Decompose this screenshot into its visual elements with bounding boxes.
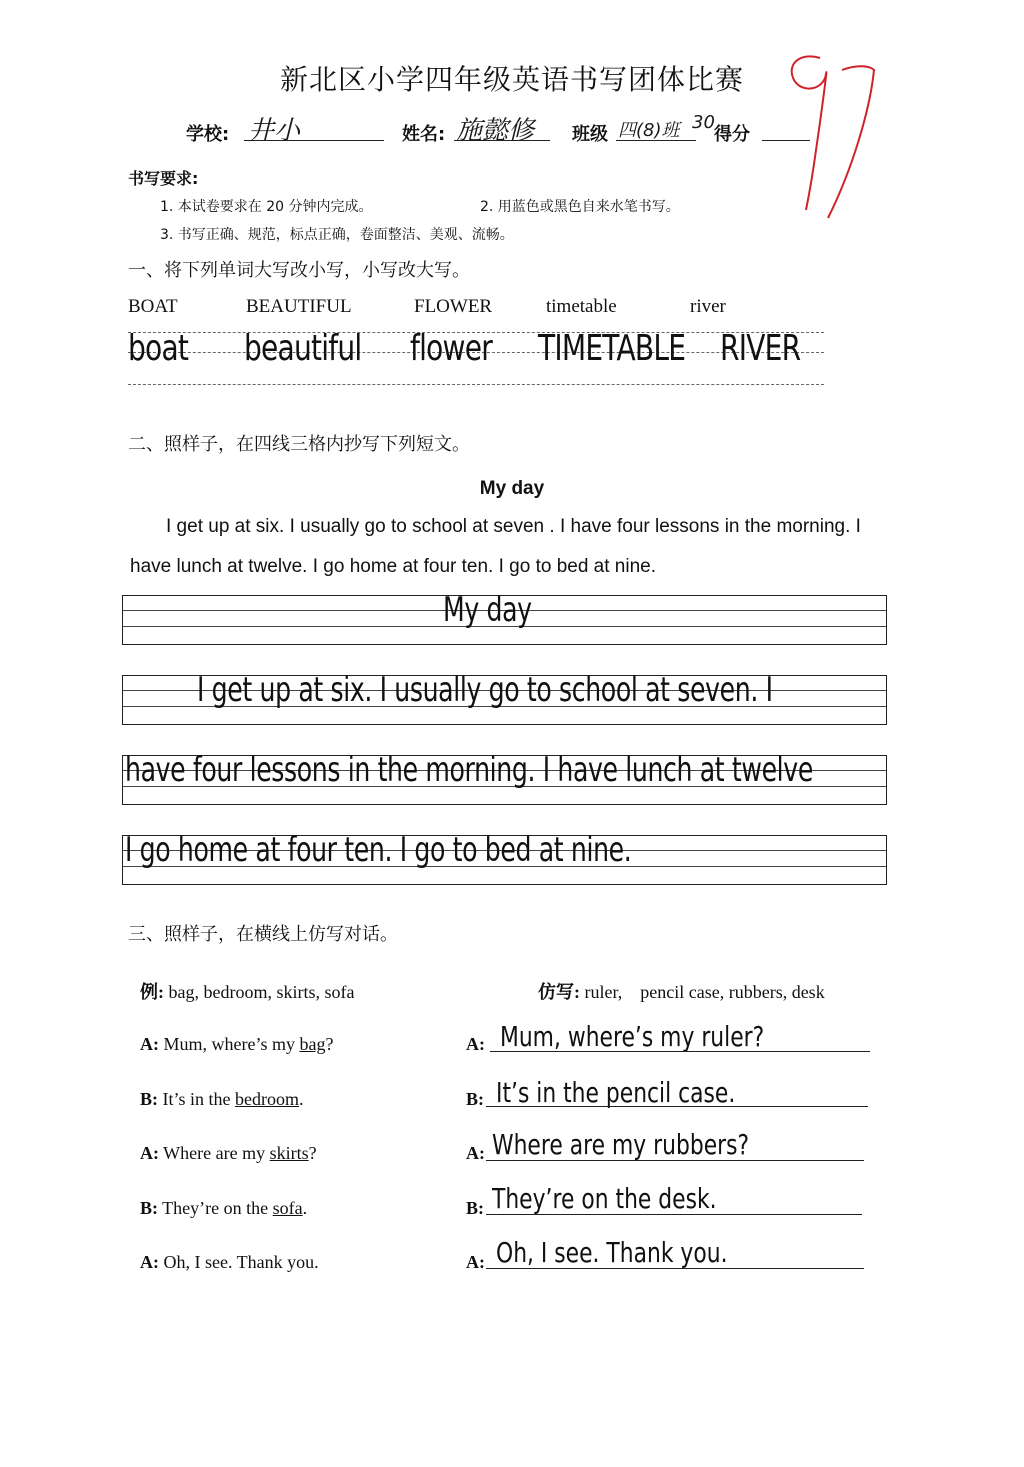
- answer-word-2: beautiful: [244, 328, 362, 369]
- word-3: FLOWER: [414, 296, 493, 317]
- answer-word-5: RIVER: [720, 328, 801, 369]
- answer-underline-1: [490, 1051, 870, 1052]
- name-value: 施懿修: [456, 116, 535, 146]
- example-row: [140, 978, 354, 1004]
- answer-underline-2: [486, 1106, 868, 1107]
- answer-speaker-2: B:: [466, 1089, 484, 1109]
- passage-title: My day: [479, 478, 545, 499]
- copy-grid-1: [122, 590, 887, 645]
- dialogue-line-3: A: Where are my skirts?: [140, 1143, 317, 1163]
- answer-line-3: Where are my rubbers?: [492, 1128, 750, 1161]
- school-value: 井小: [248, 116, 301, 146]
- school-label: 学校:: [186, 124, 230, 145]
- section2-heading: 二、照样子，在四线三格内抄写下列短文。: [128, 434, 470, 455]
- answer-underline-3: [486, 1160, 864, 1161]
- requirement-2: 2. 用蓝色或黑色自来水笔书写。: [480, 199, 680, 215]
- answer-underline-4: [486, 1214, 862, 1215]
- copy-grid-2: [122, 670, 887, 725]
- requirement-1: 1. 本试卷要求在 20 分钟内完成。: [160, 199, 373, 215]
- imitate-label: 仿写:: [538, 982, 580, 1002]
- copy-grid-4: [122, 830, 887, 885]
- section3-heading: 三、照样子，在横线上仿写对话。: [128, 924, 398, 945]
- answer-word-3: flower: [410, 328, 492, 369]
- example-words: bag, bedroom, skirts, sofa: [168, 982, 355, 1002]
- passage-line-1: I get up at six. I usually go to school at seven . I have four lessons in the morning. I: [166, 516, 861, 537]
- dialogue-line-1: A: Mum, where’s my bag?: [140, 1034, 334, 1054]
- answer-line-1: Mum, where’s my ruler?: [500, 1020, 765, 1053]
- imitate-row: [538, 978, 825, 1004]
- answer-line-2: It’s in the pencil case.: [496, 1076, 736, 1109]
- answer-speaker-4: B:: [466, 1198, 484, 1218]
- dialogue-line-4: B: They’re on the sofa.: [140, 1198, 308, 1218]
- score-underline: [762, 140, 810, 141]
- section1-heading: 一、将下列单词大写改小写，小写改大写。: [128, 260, 470, 281]
- answer-word-1: boat: [128, 328, 189, 369]
- score-value: 97: [772, 50, 774, 51]
- word-4: timetable: [546, 296, 617, 317]
- answer-line-4: They’re on the desk.: [492, 1182, 717, 1215]
- name-underline: [454, 140, 550, 141]
- answer-underline-5: [486, 1268, 864, 1269]
- score-label: 得分: [714, 124, 750, 145]
- example-label: 例:: [140, 982, 164, 1002]
- copy-line-2: I get up at six. I usually go to school at seven. I: [197, 670, 773, 710]
- answer-speaker-1: A:: [466, 1034, 485, 1054]
- answer-line-5: Oh, I see. Thank you.: [496, 1236, 728, 1269]
- copy-grid-3: [122, 750, 887, 805]
- name-label: 姓名:: [402, 124, 446, 145]
- requirements-heading: 书写要求:: [128, 169, 199, 188]
- dialogue-line-2: B: It’s in the bedroom.: [140, 1089, 304, 1109]
- copy-line-1: My day: [443, 590, 532, 630]
- class-label: 班级: [572, 124, 608, 145]
- word-1: BOAT: [128, 296, 178, 317]
- word-2: BEAUTIFUL: [246, 296, 352, 317]
- requirement-3: 3. 书写正确、规范，标点正确，卷面整洁、美观、流畅。: [160, 227, 514, 243]
- section1-bottom-dash: [128, 384, 824, 385]
- class-value: 四(8)班: [618, 120, 680, 141]
- copy-line-4: I go home at four ten. I go to bed at nine.: [125, 830, 632, 870]
- score-mark: [772, 50, 882, 220]
- number-value: 30: [692, 112, 715, 133]
- answer-word-4: TIMETABLE: [538, 328, 686, 369]
- school-underline: [244, 140, 384, 141]
- page-title: 新北区小学四年级英语书写团体比赛: [279, 63, 744, 96]
- answer-speaker-3: A:: [466, 1143, 485, 1163]
- dialogue-line-5: A: Oh, I see. Thank you.: [140, 1252, 319, 1272]
- imitate-words: ruler, pencil case, rubbers, desk: [584, 982, 825, 1002]
- answer-speaker-5: A:: [466, 1252, 485, 1272]
- passage-line-2: have lunch at twelve. I go home at four ten. I go to bed at nine.: [130, 556, 657, 577]
- class-underline: [616, 140, 696, 141]
- word-5: river: [690, 296, 726, 317]
- copy-line-3: have four lessons in the morning. I have lunch at twelve: [125, 750, 813, 790]
